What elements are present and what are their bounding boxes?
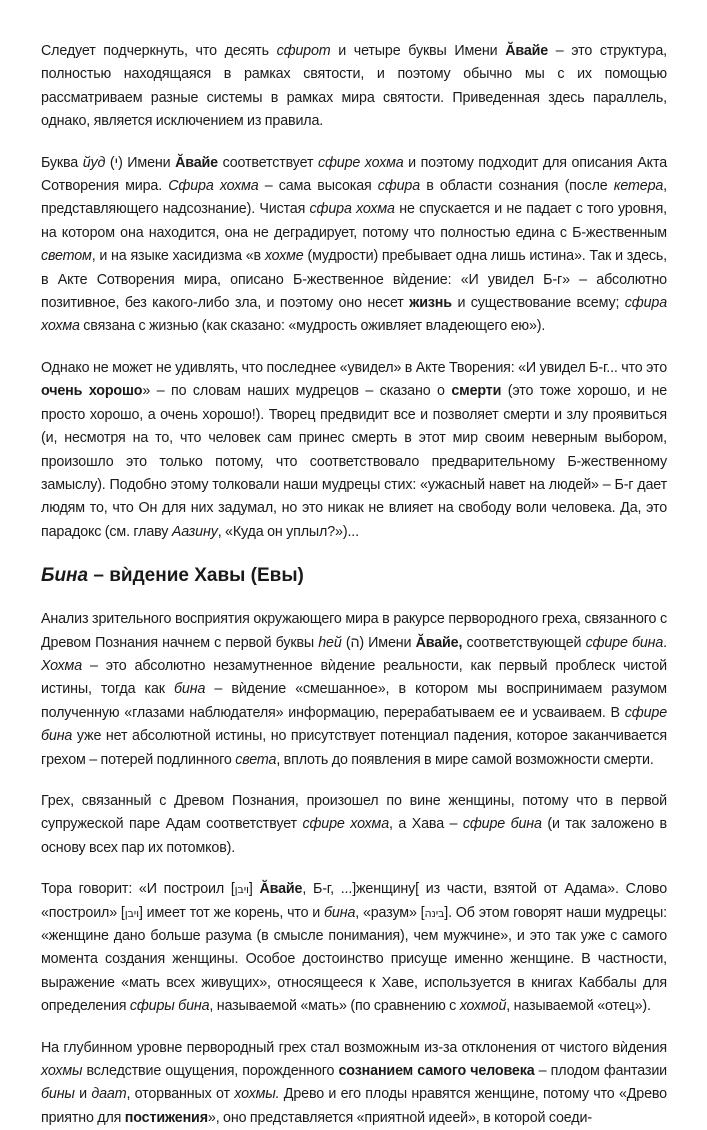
- italic-text: сфира хохма: [309, 201, 395, 218]
- text: , оторванных от: [126, 1086, 235, 1103]
- text: ] имеет тот же корень, что и: [138, 904, 325, 921]
- text: », оно представляется «приятной идеей», в которой соеди-: [207, 1109, 592, 1126]
- text: вследствие ощущения, порожденного: [82, 1063, 339, 1080]
- text: не спускается и не падает с того уровня, на котором она находится, она не деградирует, потому что полностью едина с Б-жественным: [41, 201, 668, 241]
- text: связана с жизнью (как сказано: «мудрость оживляет владеющего ею»).: [79, 318, 546, 335]
- italic-text: сфире хохма: [317, 154, 404, 171]
- section-after-heading: [41, 608, 667, 1130]
- paragraph: [41, 152, 667, 339]
- text: (י) Имени: [105, 154, 176, 171]
- italic-text: хохме: [264, 248, 304, 265]
- text: , вплоть до появления в мире самой возможности смерти.: [276, 751, 654, 768]
- italic-text: бина: [324, 904, 356, 921]
- hebrew-text: ויבן: [234, 883, 249, 897]
- text: Анализ зрительного восприятия окружающего мира в ракурсе первородного греха, связанного с Древом Познания начнем с первой буквы: [41, 611, 667, 651]
- text: .: [663, 634, 667, 651]
- italic-text: hей: [318, 634, 342, 651]
- italic-text: сфире хохма: [302, 816, 390, 833]
- bold-text: Ӑвайе: [259, 881, 303, 898]
- italic-text: сфира хохма: [41, 295, 667, 335]
- text: Грех, связанный с Древом Познания, произошел по вине женщины, потому что в первой супружеской паре Адам соответствует: [41, 792, 667, 833]
- text: соответствующей: [462, 634, 586, 651]
- text: (и так заложено в основу всех пар их потомков).: [41, 816, 667, 856]
- paragraph: [41, 790, 667, 860]
- text: , «разум» [: [355, 904, 425, 921]
- text: , «Куда он уплыл?»)...: [217, 523, 359, 540]
- text: На глубинном уровне первородный грех стал возможным из-за отклонения от чистого вѝдения: [41, 1039, 667, 1056]
- paragraph: [41, 878, 667, 1018]
- italic-text: Хохма: [41, 657, 83, 674]
- text: ]: [248, 881, 260, 898]
- italic-text: светом: [41, 248, 92, 265]
- paragraph: [41, 357, 667, 544]
- bold-text: смерти: [451, 383, 502, 400]
- bold-text: Ӑвайе,: [415, 634, 463, 651]
- text: (ה) Имени: [341, 634, 416, 651]
- text: Тора говорит: «И построил [: [41, 881, 235, 898]
- bold-text: сознанием самого человека: [338, 1063, 535, 1080]
- text: ]. Об этом говорят наши мудрецы: «женщине дано больше разума (в смысле понимания), чем мужчине», и это так уже с самого момента создания женщины. Особое достоинство присуще именно женщине. В частности, выражение «мать всех живущих», относящееся к Хаве, используется в книгах Каббалы для определения: [41, 904, 667, 1015]
- text: , называемой «мать» (по сравнению с: [209, 998, 460, 1015]
- italic-text: сфире бина: [462, 816, 542, 833]
- bold-text: жизнь: [409, 295, 452, 312]
- text: и существование всему;: [451, 295, 625, 312]
- paragraph: [41, 40, 667, 134]
- text: , а Хава –: [389, 816, 463, 833]
- italic-text: Аазину: [171, 523, 218, 540]
- text: и: [74, 1086, 92, 1103]
- text: (мудрости) пребывает одна лишь истина». Так и здесь, в Акте Сотворения мира, описано Б-жественное вѝдение: «И увидел Б-г» – абсолютно позитивное, без какого-либо зла, и поэтому оно несет: [41, 248, 668, 312]
- italic-text: сфиры бина: [129, 998, 210, 1015]
- text: – плодом фантазии: [534, 1063, 667, 1080]
- section-heading: [41, 564, 667, 588]
- bold-text: постижения: [124, 1109, 208, 1126]
- italic-text: сфире бина: [585, 634, 664, 651]
- italic-text: хохмы.: [234, 1086, 280, 1103]
- text: , представляющего надсознание). Чистая: [41, 178, 667, 218]
- italic-text: Сфира хохма: [168, 178, 259, 195]
- paragraph: [41, 608, 667, 772]
- hebrew-text: ויבן: [124, 906, 139, 920]
- heading-rest: – вѝдение Хавы (Евы): [88, 565, 304, 587]
- text: – это абсолютно незамутненное вѝдение реальности, как первый проблеск чистой истины, тогда как: [41, 657, 667, 698]
- text: , и на языке хасидизма «в: [91, 248, 265, 265]
- text: Древо и его плоды нравятся женщине, потому что «Древо приятно для: [41, 1086, 667, 1126]
- bold-text: Ӑвайе: [175, 154, 218, 171]
- text: » – по словам наших мудрецов – сказано о: [142, 383, 452, 400]
- text: Буква: [41, 154, 83, 171]
- text: , Б-г, ...]женщину[ из части, взятой от Адама». Слово «построил» [: [41, 881, 667, 921]
- text: уже нет абсолютной истины, но присутствует потенциал падения, которое заканчивается грехом – потерей подлинного: [41, 728, 667, 768]
- text: Следует подчеркнуть, что десять: [41, 43, 277, 59]
- italic-text: кетера: [613, 178, 664, 195]
- bold-text: очень хорошо: [41, 383, 143, 400]
- italic-text: йуд: [82, 154, 106, 171]
- text: – это структура, полностью находящаяся в рамках святости, и поэтому обычно мы с их помощью рассматриваем разные системы в рамках мира святости. Приведенная здесь параллель, однако, является исключением из правила.: [41, 43, 667, 130]
- text: – сама высокая: [258, 178, 378, 195]
- text: в области сознания (после: [420, 178, 614, 195]
- text: (это тоже хорошо, и не просто хорошо, а очень хорошо!). Творец предвидит все и позволяет смерти и злу проявиться (и, несмотря на то, что человек сам принес смерть в этот мир своим неверным выбором, произошло это только потому, что соответствовало предварительному Б-жественному замыслу). Подобно этому толковали наши мудрецы стих: «ужасный навет на людей» – Б-г дает людям то, что Он для них задумал, но это никак не влияет на свободу воли человека. Да, это парадокс (см. главу: [41, 383, 667, 540]
- text: и четыре буквы Имени: [330, 43, 506, 59]
- hebrew-text: בינה: [424, 906, 445, 920]
- text: и поэтому подходит для описания Акта Сотворения мира.: [41, 154, 667, 195]
- bold-text: Ӑвайе: [505, 43, 549, 59]
- heading-italic: Бина: [41, 565, 89, 587]
- text: , называемой «отец»).: [506, 998, 651, 1015]
- text: соответствует: [217, 154, 318, 171]
- italic-text: хохмой: [459, 998, 507, 1015]
- italic-text: сфирот: [276, 43, 331, 59]
- italic-text: сфира: [377, 178, 420, 195]
- text: Однако не может не удивлять, что последнее «увидел» в Акте Творения: «И увидел Б-г... что это: [41, 359, 667, 376]
- italic-text: бины: [41, 1086, 75, 1103]
- text: – вѝдение «смешанное», в котором мы воспринимаем разумом полученную «глазами наблюдателя» информацию, перерабатываем ее и усваиваем. В: [41, 681, 667, 721]
- italic-text: хохмы: [41, 1063, 83, 1080]
- italic-text: бина: [174, 681, 206, 698]
- italic-text: сфире бина: [41, 704, 667, 745]
- paragraph: [41, 1037, 667, 1130]
- italic-text: даат: [91, 1086, 127, 1103]
- italic-text: света: [235, 751, 277, 768]
- section-before-heading: [41, 40, 667, 544]
